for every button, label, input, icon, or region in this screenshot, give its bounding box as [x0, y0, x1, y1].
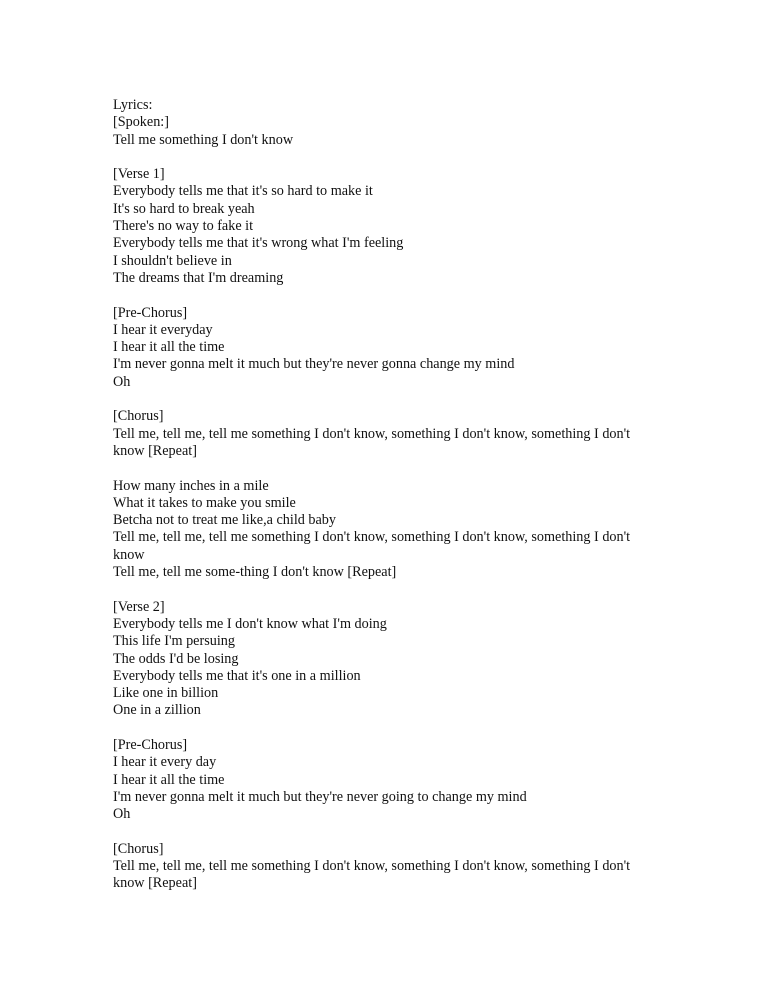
text-line: It's so hard to break yeah [113, 200, 255, 217]
text-line: know [Repeat] [113, 442, 197, 459]
text-line: The dreams that I'm dreaming [113, 269, 284, 286]
lyrics-text-block [113, 97, 663, 893]
text-line: Oh [113, 373, 131, 390]
text-line: Tell me, tell me, tell me something I don't know, something I don't know, something I don't [113, 858, 631, 875]
text-line: How many inches in a mile [113, 477, 269, 494]
text-line: Everybody tells me that it's so hard to make it [113, 183, 373, 200]
text-line: I hear it every day [113, 754, 217, 771]
text-line: I hear it all the time [113, 339, 225, 356]
section-heading: [Verse 2] [113, 598, 165, 615]
text-line: Everybody tells me that it's one in a million [113, 667, 361, 684]
text-line: Oh [113, 806, 131, 823]
text-line: know [113, 546, 145, 563]
text-line: The odds I'd be losing [113, 650, 239, 667]
text-line: know [Repeat] [113, 875, 197, 892]
text-line: Tell me, tell me some-thing I don't know [Repeat] [113, 564, 397, 581]
text-line: Tell me, tell me, tell me something I don't know, something I don't know, something I don't [113, 529, 631, 546]
blank-line [113, 149, 663, 166]
text-line: Tell me, tell me, tell me something I don't know, something I don't know, something I don't [113, 425, 631, 442]
section-heading: [Pre-Chorus] [113, 304, 188, 321]
section-heading: [Verse 1] [113, 166, 165, 183]
blank-line [113, 720, 663, 737]
text-line: There's no way to fake it [113, 218, 254, 235]
text-line: I'm never gonna melt it much but they're never going to change my mind [113, 788, 527, 805]
text-line: One in a zillion [113, 702, 201, 719]
text-line: Everybody tells me that it's wrong what I'm feeling [113, 235, 404, 252]
blank-line [113, 391, 663, 408]
text-line: Lyrics: [113, 97, 153, 113]
blank-line [113, 460, 663, 477]
text-line: Tell me something I don't know [113, 131, 294, 148]
text-line: [Spoken:] [113, 114, 169, 131]
text-line: What it takes to make you smile [113, 494, 296, 511]
text-line: I hear it all the time [113, 771, 225, 788]
section-heading: [Chorus] [113, 840, 164, 857]
text-line: Betcha not to treat me like,a child baby [113, 512, 336, 529]
blank-line [113, 287, 663, 304]
text-line: Everybody tells me I don't know what I'm doing [113, 615, 387, 632]
text-line: I hear it everyday [113, 321, 213, 338]
text-line: Like one in billion [113, 685, 219, 702]
blank-line [113, 581, 663, 598]
text-line: This life I'm persuing [113, 633, 235, 650]
blank-line [113, 823, 663, 840]
section-heading: [Pre-Chorus] [113, 736, 188, 753]
text-line: I'm never gonna melt it much but they're never gonna change my mind [113, 356, 515, 373]
section-heading: [Chorus] [113, 408, 164, 425]
text-line: I shouldn't believe in [113, 252, 232, 269]
